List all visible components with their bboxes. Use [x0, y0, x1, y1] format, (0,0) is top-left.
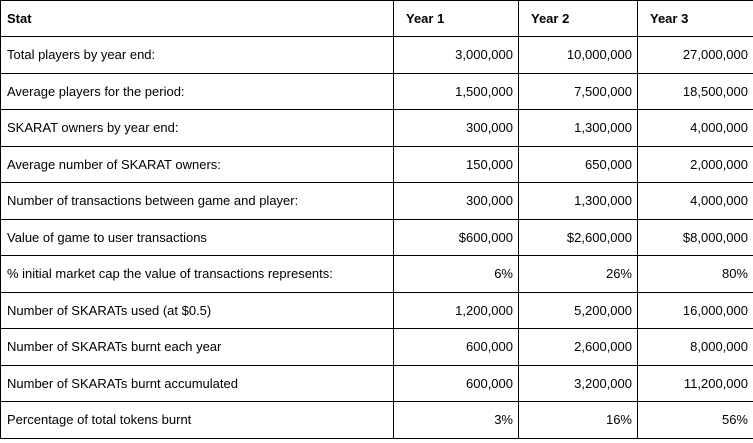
- year-2-value: $2,600,000: [519, 219, 638, 256]
- year-3-value: 27,000,000: [638, 37, 753, 74]
- year-2-value: 1,300,000: [519, 183, 638, 220]
- year-3-value: 4,000,000: [638, 110, 753, 147]
- stat-label: Value of game to user transactions: [1, 219, 394, 256]
- table-row: [1, 256, 753, 293]
- header-year-2: Year 2: [519, 1, 638, 37]
- stat-label: % initial market cap the value of transactions represents:: [1, 256, 394, 293]
- stat-label: SKARAT owners by year end:: [1, 110, 394, 147]
- year-2-value: 10,000,000: [519, 37, 638, 74]
- year-1-value: 600,000: [394, 365, 519, 402]
- year-2-value: 2,600,000: [519, 329, 638, 366]
- year-3-value: 4,000,000: [638, 183, 753, 220]
- year-2-value: 650,000: [519, 146, 638, 183]
- year-3-value: 8,000,000: [638, 329, 753, 366]
- header-stat: Stat: [1, 1, 394, 37]
- year-2-value: 7,500,000: [519, 73, 638, 110]
- table-row: [1, 292, 753, 329]
- year-2-value: 26%: [519, 256, 638, 293]
- year-3-value: 16,000,000: [638, 292, 753, 329]
- table-row: [1, 110, 753, 147]
- year-3-value: 80%: [638, 256, 753, 293]
- table-row: [1, 365, 753, 402]
- table-row: [1, 402, 753, 439]
- table-row: [1, 329, 753, 366]
- stat-label: Average players for the period:: [1, 73, 394, 110]
- year-3-value: $8,000,000: [638, 219, 753, 256]
- year-2-value: 3,200,000: [519, 365, 638, 402]
- stat-label: Number of transactions between game and player:: [1, 183, 394, 220]
- stat-label: Total players by year end:: [1, 37, 394, 74]
- header-row: [1, 1, 753, 37]
- table-row: [1, 183, 753, 220]
- year-3-value: 11,200,000: [638, 365, 753, 402]
- year-1-value: 600,000: [394, 329, 519, 366]
- year-3-value: 2,000,000: [638, 146, 753, 183]
- table-row: [1, 37, 753, 74]
- stat-label: Average number of SKARAT owners:: [1, 146, 394, 183]
- year-3-value: 18,500,000: [638, 73, 753, 110]
- header-year-1: Year 1: [394, 1, 519, 37]
- year-1-value: 150,000: [394, 146, 519, 183]
- stat-label: Percentage of total tokens burnt: [1, 402, 394, 439]
- stat-label: Number of SKARATs used (at $0.5): [1, 292, 394, 329]
- year-1-value: 300,000: [394, 110, 519, 147]
- year-1-value: 300,000: [394, 183, 519, 220]
- header-year-3: Year 3: [638, 1, 753, 37]
- year-2-value: 1,300,000: [519, 110, 638, 147]
- year-1-value: 1,500,000: [394, 73, 519, 110]
- table-row: [1, 146, 753, 183]
- stat-label: Number of SKARATs burnt each year: [1, 329, 394, 366]
- table-row: [1, 73, 753, 110]
- year-1-value: 6%: [394, 256, 519, 293]
- year-1-value: $600,000: [394, 219, 519, 256]
- year-1-value: 3,000,000: [394, 37, 519, 74]
- year-1-value: 3%: [394, 402, 519, 439]
- year-2-value: 16%: [519, 402, 638, 439]
- year-3-value: 56%: [638, 402, 753, 439]
- year-1-value: 1,200,000: [394, 292, 519, 329]
- table-row: [1, 219, 753, 256]
- stat-label: Number of SKARATs burnt accumulated: [1, 365, 394, 402]
- year-2-value: 5,200,000: [519, 292, 638, 329]
